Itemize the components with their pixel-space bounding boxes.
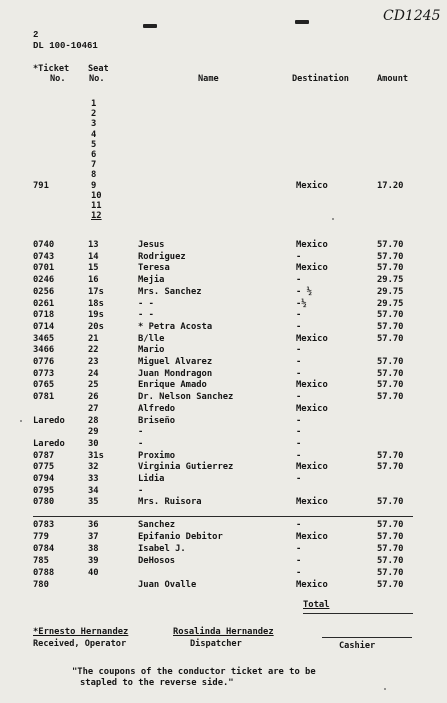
dispatcher-name: Rosalinda Hernandez (173, 627, 274, 637)
header-amount: Amount (377, 74, 409, 84)
destination: - (296, 357, 302, 367)
destination: - (296, 251, 302, 262)
table-row (0, 486, 447, 498)
destination: - (296, 450, 302, 461)
passenger-name: Briseño (138, 415, 176, 426)
amount: 57.70 (377, 251, 404, 262)
paper-speck (332, 218, 334, 220)
header-ticket: *Ticket (33, 64, 70, 74)
passenger-name: Teresa (138, 263, 170, 274)
passenger-name: - - (138, 310, 154, 321)
passenger-name: Mrs. Ruisora (138, 497, 202, 508)
amount: 57.70 (377, 392, 404, 403)
operator-role: Received, Operator (33, 639, 127, 649)
table-row (0, 345, 447, 357)
seat-number: 22 (88, 345, 99, 356)
destination: Mexico (296, 263, 328, 274)
header-destination: Destination (292, 74, 349, 84)
amount: 57.70 (377, 333, 404, 344)
ticket-number: 0788 (33, 567, 55, 578)
header-ticket-no: No. (50, 74, 66, 84)
passenger-name: - (138, 485, 144, 496)
ticket-number: 0783 (33, 520, 55, 530)
seat-number: 27 (88, 403, 99, 414)
destination: - (296, 310, 302, 321)
table-row (0, 392, 447, 404)
seat-number: 15 (88, 263, 99, 274)
seat-number: 25 (88, 380, 99, 391)
passenger-name: Sanchez (138, 520, 176, 530)
table-row (0, 369, 447, 381)
table-row (0, 451, 447, 463)
passenger-name: Alfredo (138, 403, 176, 414)
destination: Mexico (296, 240, 328, 250)
doc-number: CD1245 (383, 8, 441, 24)
seat-number: 14 (88, 251, 99, 262)
seat-number: 32 (88, 462, 99, 473)
amount: 57.70 (377, 321, 404, 332)
passenger-name: DeHosos (138, 555, 176, 566)
destination: Mexico (296, 462, 328, 473)
ticket-number: 0261 (33, 298, 55, 309)
page-number: 2 (33, 30, 39, 40)
amount: 57.70 (377, 357, 404, 367)
table-row (0, 380, 447, 392)
seat-number: 9 (91, 180, 97, 191)
destination: Mexico (296, 497, 328, 508)
seat-number: 5 (91, 139, 97, 150)
passenger-name: Epifanio Debitor (138, 531, 223, 542)
destination: - (296, 474, 302, 484)
seat-number: 29 (88, 427, 99, 438)
table-row (0, 416, 447, 428)
table-row (0, 580, 447, 592)
table-row (0, 427, 447, 439)
amount: 57.70 (377, 310, 404, 321)
seat-number: 3 (91, 119, 97, 130)
destination: - (296, 368, 302, 379)
ticket-number: 0246 (33, 275, 55, 286)
seat-number: 24 (88, 368, 99, 379)
passenger-name: Mario (138, 345, 165, 356)
ticket-number: 0256 (33, 286, 55, 297)
amount: 57.70 (377, 497, 404, 508)
table-row (0, 497, 447, 509)
destination: Mexico (296, 403, 328, 414)
table-row (0, 404, 447, 416)
seat-list-1-12 (91, 99, 102, 221)
ticket-number: Laredo (33, 415, 65, 426)
destination: - (296, 520, 302, 530)
header-seat-no: No. (89, 74, 105, 84)
ticket-number: 3466 (33, 345, 55, 356)
table-row (0, 263, 447, 275)
ticket-number: 0787 (33, 450, 55, 461)
table-row (0, 520, 447, 532)
seat-number: 6 (91, 150, 97, 161)
paper-speck (20, 420, 22, 422)
amount: 29.75 (377, 298, 404, 309)
redaction-mark-right (295, 20, 309, 24)
ticket-number: 785 (33, 555, 49, 566)
destination: - (296, 555, 302, 566)
seat-number: 19s (88, 310, 104, 321)
seat-number: 4 (91, 129, 97, 140)
amount: 29.75 (377, 286, 404, 297)
passenger-name: - (138, 438, 144, 449)
ticket-number: 0781 (33, 392, 55, 403)
passenger-name: Juan Ovalle (138, 579, 197, 590)
destination: Mexico (296, 579, 328, 590)
seats-block-ticket: 791 (33, 181, 49, 191)
passenger-name: Virginia Gutierrez (138, 462, 234, 473)
seats-block-destination: Mexico (296, 181, 328, 191)
seat-number: 31s (88, 450, 104, 461)
ticket-number: 0780 (33, 497, 55, 508)
seat-number: 18s (88, 298, 104, 309)
seat-number: 21 (88, 333, 99, 344)
table-row (0, 462, 447, 474)
amount: 57.70 (377, 579, 404, 590)
seat-number: 35 (88, 497, 99, 508)
table-row (0, 357, 447, 369)
destination: - (296, 567, 302, 578)
table-row (0, 439, 447, 451)
passenger-name: * Petra Acosta (138, 321, 213, 332)
redaction-mark-left (143, 24, 157, 28)
table-row (0, 556, 447, 568)
passenger-name: Mejia (138, 275, 165, 286)
ticket-number: 0773 (33, 368, 55, 379)
ticket-number: 0701 (33, 263, 55, 274)
ticket-number: 0776 (33, 357, 55, 367)
table-row (0, 287, 447, 299)
amount: 57.70 (377, 555, 404, 566)
passenger-name: Isabel J. (138, 543, 186, 554)
amount: 57.70 (377, 240, 404, 250)
destination: - (296, 438, 302, 449)
operator-name: *Ernesto Hernandez (33, 627, 129, 637)
destination: - (296, 392, 302, 403)
seats-block-amount: 17.20 (377, 181, 404, 191)
seat-number: 20s (88, 321, 104, 332)
passenger-name: Dr. Nelson Sanchez (138, 392, 234, 403)
ticket-number: 0775 (33, 462, 55, 473)
seat-number: 36 (88, 520, 99, 530)
passenger-name: Miguel Alvarez (138, 357, 213, 367)
seat-number: 8 (91, 170, 97, 181)
footnote-line-2: stapled to the reverse side." (80, 678, 234, 688)
cashier-role: Cashier (339, 641, 376, 651)
destination: - (296, 321, 302, 332)
table-separator (33, 516, 413, 517)
table-row (0, 299, 447, 311)
passenger-name: Jesus (138, 240, 165, 250)
passenger-name: B/lle (138, 333, 165, 344)
ticket-number: 0714 (33, 321, 55, 332)
amount: 57.70 (377, 543, 404, 554)
table-row (0, 544, 447, 556)
ticket-number: Laredo (33, 438, 65, 449)
destination: - (296, 543, 302, 554)
destination: Mexico (296, 333, 328, 344)
amount: 57.70 (377, 450, 404, 461)
destination: Mexico (296, 531, 328, 542)
seat-number: 10 (91, 190, 102, 201)
seat-number: 30 (88, 438, 99, 449)
total-label: Total (303, 600, 330, 610)
passenger-name: Lidia (138, 474, 165, 484)
passenger-name: - - (138, 298, 154, 309)
passenger-name: Enrique Amado (138, 380, 207, 391)
ticket-number: 0765 (33, 380, 55, 391)
ticket-number: 0795 (33, 485, 55, 496)
amount: 57.70 (377, 462, 404, 473)
total-rule (303, 613, 413, 614)
seat-number: 11 (91, 201, 102, 212)
destination: Mexico (296, 380, 328, 391)
passenger-name: Mrs. Sanchez (138, 286, 202, 297)
table-row (0, 252, 447, 264)
cashier-rule (322, 637, 412, 638)
ticket-number: 780 (33, 579, 49, 590)
table-row (0, 275, 447, 287)
ticket-number: 0718 (33, 310, 55, 321)
seat-number: 38 (88, 543, 99, 554)
table-row (0, 474, 447, 486)
passenger-name: Juan Mondragon (138, 368, 213, 379)
amount: 57.70 (377, 368, 404, 379)
seat-number: 34 (88, 485, 99, 496)
table-row (0, 322, 447, 334)
seat-number: 28 (88, 415, 99, 426)
table-row (0, 532, 447, 544)
seat-number: 40 (88, 567, 99, 578)
seat-number: 1 (91, 99, 97, 109)
header-seat: Seat (88, 64, 109, 74)
seat-number: 23 (88, 357, 99, 367)
destination: - (296, 415, 302, 426)
passenger-name: Rodriguez (138, 251, 186, 262)
seat-number: 26 (88, 392, 99, 403)
amount: 57.70 (377, 531, 404, 542)
table-row (0, 568, 447, 580)
destination: - (296, 345, 302, 356)
seat-number: 12 (91, 211, 102, 222)
ticket-number: 3465 (33, 333, 55, 344)
seat-number: 17s (88, 286, 104, 297)
seat-number: 2 (91, 109, 97, 120)
passenger-name: Proximo (138, 450, 176, 461)
table-row (0, 334, 447, 346)
ticket-number: 0794 (33, 474, 55, 484)
amount: 57.70 (377, 567, 404, 578)
seat-number: 16 (88, 275, 99, 286)
destination: - (296, 427, 302, 438)
ticket-number: 779 (33, 531, 49, 542)
seat-number: 13 (88, 240, 99, 250)
paper-speck (384, 688, 386, 690)
table-row (0, 240, 447, 252)
reference-number: DL 100-10461 (33, 41, 98, 51)
dispatcher-role: Dispatcher (190, 639, 242, 649)
header-name: Name (198, 74, 219, 84)
amount: 57.70 (377, 263, 404, 274)
destination: -½ (296, 298, 307, 309)
ticket-number: 0740 (33, 240, 55, 250)
amount: 29.75 (377, 275, 404, 286)
footnote-line-1: "The coupons of the conductor ticket are to be (72, 667, 316, 677)
ticket-number: 0743 (33, 251, 55, 262)
table-row (0, 310, 447, 322)
destination: - ½ (296, 286, 312, 297)
ticket-number: 0784 (33, 543, 55, 554)
destination: - (296, 275, 302, 286)
seat-number: 39 (88, 555, 99, 566)
passenger-name: - (138, 427, 144, 438)
seat-number: 33 (88, 474, 99, 484)
seat-number: 37 (88, 531, 99, 542)
seat-number: 7 (91, 160, 97, 171)
amount: 57.70 (377, 380, 404, 391)
amount: 57.70 (377, 520, 404, 530)
